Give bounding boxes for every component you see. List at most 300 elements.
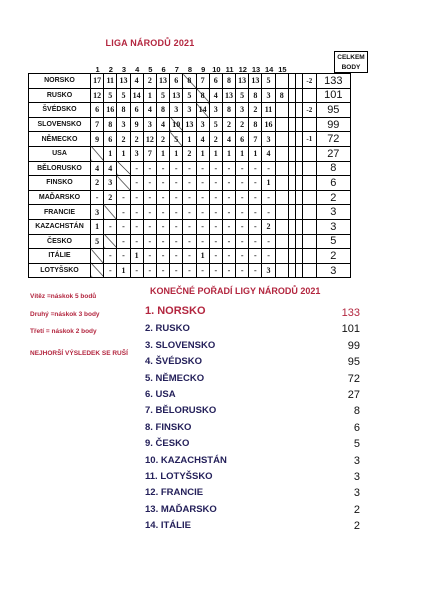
score-cell: 1 [196,249,209,264]
standings-row [145,403,360,419]
score-cell: - [236,263,249,278]
score-cell: - [104,219,117,234]
standings-points: 3 [353,454,360,467]
score-cell: 1 [209,146,222,161]
score-cell: - [117,205,130,220]
spacer-cell [288,88,295,103]
spacer-cell [295,88,302,103]
standings-team: 8. FINSKO [145,421,192,433]
score-cell: - [249,219,262,234]
score-cell: 12 [143,132,156,147]
score-cell: - [170,234,183,249]
column-number: 15 [278,65,287,74]
score-cell: 5 [236,88,249,103]
standings-team: 12. FRANCIE [145,487,204,499]
team-name: NĚMECKO [29,132,91,147]
score-cell: 1 [249,146,262,161]
results-table [28,73,351,278]
score-cell: - [209,234,222,249]
score-cell: - [262,205,275,220]
score-cell: - [249,161,262,176]
score-cell: 10 [170,117,183,132]
score-cell: 1 [236,146,249,161]
table-row [29,146,351,161]
score-cell: 8 [117,103,130,118]
table-row [29,132,351,147]
score-cell: - [170,263,183,278]
score-cell: 5 [209,117,222,132]
team-name: ITÁLIE [29,249,91,264]
score-cell: - [183,161,196,176]
score-cell: 2 [262,219,275,234]
standings-row [145,387,360,403]
column-number: 10 [212,65,221,74]
score-cell: - [262,190,275,205]
total-cell: 3 [316,263,350,278]
score-cell: - [249,205,262,220]
standings-row [145,453,360,469]
score-cell: 2 [130,132,143,147]
score-cell: 3 [183,103,196,118]
score-cell: 2 [236,117,249,132]
score-cell: - [156,190,169,205]
score-cell [91,249,104,264]
score-cell: - [183,249,196,264]
team-name: FINSKO [29,176,91,191]
score-cell: - [236,161,249,176]
score-cell: 1 [130,249,143,264]
score-cell: - [209,219,222,234]
standings-points: 95 [347,356,360,369]
score-cell: 2 [143,74,156,89]
spacer-cell [295,176,302,191]
column-number: 8 [187,65,193,74]
score-cell: - [183,263,196,278]
score-cell: - [236,234,249,249]
score-cell: - [209,249,222,264]
note-second: Druhý =náskok 3 body [30,311,100,318]
score-cell: - [249,263,262,278]
score-cell: 13 [236,74,249,89]
score-cell: - [209,161,222,176]
total-cell: 8 [316,161,350,176]
table-row [29,219,351,234]
column-number: 12 [238,65,247,74]
score-cell: - [143,263,156,278]
score-cell: 7 [143,146,156,161]
score-cell: 8 [196,88,209,103]
score-cell: - [170,190,183,205]
column-number: 4 [135,65,140,74]
score-cell [275,74,288,89]
league-title: LIGA NÁRODŮ 2021 [105,38,195,48]
table-row [29,249,351,264]
column-number: 6 [161,65,166,74]
spacer-cell [288,132,295,147]
standings-points: 6 [353,421,360,434]
standings-team: 10. KAZACHSTÁN [145,454,227,466]
score-cell: 8 [275,88,288,103]
total-cell: 95 [316,103,350,118]
score-cell: - [183,219,196,234]
column-number: 7 [174,65,179,74]
spacer-cell [295,132,302,147]
spacer-cell [288,234,295,249]
score-cell: 1 [222,146,235,161]
score-cell: - [170,249,183,264]
score-cell: 2 [183,146,196,161]
column-number: 2 [108,65,113,74]
score-cell: - [196,176,209,191]
table-row [29,117,351,132]
team-name: ŠVÉDSKO [29,103,91,118]
standings-team: 11. LOTYŠSKO [145,470,213,482]
column-number: 3 [121,65,127,74]
score-cell: - [236,205,249,220]
score-cell: - [156,263,169,278]
score-cell: 4 [130,74,143,89]
score-cell: 7 [249,132,262,147]
score-cell: - [156,176,169,191]
table-row [29,176,351,191]
score-cell: - [156,219,169,234]
standings-team: 1. NORSKO [145,305,206,317]
score-cell: 13 [183,117,196,132]
score-cell: - [236,190,249,205]
penalty-cell [302,234,316,249]
score-cell: 5 [170,132,183,147]
score-cell [275,117,288,132]
penalty-cell: -1 [302,132,316,147]
score-cell: - [183,205,196,220]
score-cell: 12 [91,88,104,103]
score-cell: 11 [104,74,117,89]
standings-points: 3 [353,470,360,483]
standings-row [145,321,360,337]
score-cell: 1 [196,146,209,161]
score-cell: - [249,176,262,191]
score-cell: 13 [156,74,169,89]
score-cell: 5 [91,234,104,249]
penalty-cell: -2 [302,74,316,89]
standings-team: 5. NĚMECKO [145,372,205,384]
score-cell: - [236,249,249,264]
table-row [29,161,351,176]
table-row [29,234,351,249]
spacer-cell [295,249,302,264]
total-cell: 2 [316,190,350,205]
score-cell: 4 [262,146,275,161]
column-number: 5 [148,65,153,74]
score-cell [275,190,288,205]
score-cell: - [130,161,143,176]
score-cell: 2 [156,132,169,147]
table-row [29,205,351,220]
score-cell [275,103,288,118]
team-name: KAZACHSTÁN [29,219,91,234]
total-cell: 6 [316,176,350,191]
final-standings-list [145,305,360,534]
score-cell: - [143,176,156,191]
score-cell: - [156,249,169,264]
score-cell: 4 [156,117,169,132]
score-cell: 9 [130,117,143,132]
score-cell: 1 [117,263,130,278]
score-cell: 5 [183,88,196,103]
team-name: NORSKO [29,74,91,89]
score-cell: - [222,190,235,205]
score-cell: 5 [156,88,169,103]
team-name: BĚLORUSKO [29,161,91,176]
team-name: SLOVENSKO [29,117,91,132]
spacer-cell [288,249,295,264]
spacer-cell [288,117,295,132]
table-row [29,88,351,103]
score-cell: 2 [104,190,117,205]
team-name: ČESKO [29,234,91,249]
standings-row [145,354,360,370]
score-cell: 8 [183,74,196,89]
penalty-cell [302,161,316,176]
spacer-cell [295,190,302,205]
total-cell: 101 [316,88,350,103]
score-cell: 1 [117,146,130,161]
standings-team: 2. RUSKO [145,323,190,335]
score-cell: - [130,263,143,278]
spacer-cell [288,219,295,234]
standings-row [145,518,360,534]
score-cell: - [183,234,196,249]
score-cell: 8 [249,117,262,132]
score-cell [275,219,288,234]
penalty-cell [302,117,316,132]
table-row [29,190,351,205]
score-cell: - [249,190,262,205]
total-cell: 2 [316,249,350,264]
score-cell: - [117,249,130,264]
score-cell: 4 [104,161,117,176]
score-cell: - [222,161,235,176]
score-cell: 2 [249,103,262,118]
score-cell: 4 [196,132,209,147]
total-cell: 3 [316,205,350,220]
score-cell: 5 [117,88,130,103]
spacer-cell [295,103,302,118]
score-cell: 5 [262,74,275,89]
score-cell: - [262,161,275,176]
score-cell: 6 [130,103,143,118]
total-cell: 3 [316,219,350,234]
score-cell: 3 [170,103,183,118]
total-cell: 27 [316,146,350,161]
note-worst: NEJHORŠÍ VÝSLEDEK SE RUŠÍ [30,350,128,357]
score-cell: - [209,190,222,205]
score-cell: 1 [104,146,117,161]
score-cell [275,205,288,220]
score-cell: - [156,205,169,220]
score-cell: - [156,161,169,176]
score-cell: 1 [91,219,104,234]
standings-team: 13. MAĎARSKO [145,503,217,515]
score-cell: 13 [249,74,262,89]
score-cell: - [143,190,156,205]
score-cell [104,205,117,220]
table-row [29,263,351,278]
spacer-cell [295,205,302,220]
score-cell: 8 [249,88,262,103]
score-cell: 6 [236,132,249,147]
total-cell: 99 [316,117,350,132]
score-cell: 5 [104,88,117,103]
standings-row [145,420,360,436]
penalty-cell [302,88,316,103]
standings-points: 3 [353,487,360,500]
standings-team: 6. USA [145,388,176,400]
score-cell: - [170,219,183,234]
score-cell: 7 [91,117,104,132]
spacer-cell [295,263,302,278]
score-cell [275,146,288,161]
score-cell [117,161,130,176]
score-cell: 4 [209,88,222,103]
standings-row [145,338,360,354]
score-cell [275,176,288,191]
score-cell: 8 [222,103,235,118]
penalty-cell [302,176,316,191]
score-cell: - [91,190,104,205]
score-cell: 4 [91,161,104,176]
table-row [29,74,351,89]
standings-team: 14. ITÁLIE [145,520,191,532]
score-cell [117,176,130,191]
column-number: 1 [95,65,100,74]
score-cell: - [222,234,235,249]
spacer-cell [288,74,295,89]
score-cell: 9 [91,132,104,147]
score-cell: 17 [91,74,104,89]
standings-row [145,485,360,501]
score-cell: 8 [156,103,169,118]
standings-row [145,305,360,321]
score-cell: 8 [104,117,117,132]
score-cell: - [130,190,143,205]
score-cell: - [262,234,275,249]
spacer-cell [288,205,295,220]
score-cell: 2 [117,132,130,147]
note-winner: Vítěz =náskok 5 bodů [30,293,97,300]
score-cell: - [222,205,235,220]
score-cell: - [117,219,130,234]
standings-points: 27 [347,388,360,401]
total-cell: 72 [316,132,350,147]
score-cell: - [143,249,156,264]
score-cell: - [130,219,143,234]
score-cell: - [156,234,169,249]
score-cell: 1 [183,132,196,147]
score-cell: 4 [143,103,156,118]
standings-team: 9. ČESKO [145,438,190,450]
spacer-cell [295,161,302,176]
score-cell: - [130,205,143,220]
score-cell: - [117,190,130,205]
score-cell: 11 [262,103,275,118]
score-cell: - [196,234,209,249]
score-cell [275,161,288,176]
score-cell: - [130,176,143,191]
score-cell: 8 [222,74,235,89]
score-cell: 6 [209,74,222,89]
score-cell: 3 [262,88,275,103]
score-cell: - [143,219,156,234]
note-third: Třetí = náskok 2 body [30,328,97,335]
penalty-cell [302,190,316,205]
standings-points: 2 [353,503,360,516]
score-cell: - [130,234,143,249]
standings-points: 133 [341,307,360,319]
standings-points: 101 [341,323,360,336]
score-cell: 3 [104,176,117,191]
score-cell [275,249,288,264]
score-cell: 1 [156,146,169,161]
spacer-cell [295,74,302,89]
standings-points: 72 [347,372,360,385]
total-header [334,51,368,73]
score-cell: - [104,249,117,264]
spacer-cell [288,190,295,205]
score-cell: - [196,161,209,176]
score-cell: 1 [143,88,156,103]
score-cell: - [262,249,275,264]
score-cell: 6 [170,74,183,89]
score-cell: - [222,263,235,278]
score-cell: 3 [262,132,275,147]
score-cell: - [143,161,156,176]
score-cell: - [104,263,117,278]
score-cell [275,132,288,147]
spacer-cell [288,176,295,191]
table-row [29,103,351,118]
column-number: 14 [265,65,274,74]
penalty-cell: -2 [302,103,316,118]
score-cell: 14 [196,103,209,118]
score-cell: 2 [91,176,104,191]
score-cell: 3 [130,146,143,161]
score-cell: 7 [196,74,209,89]
spacer-cell [295,234,302,249]
spacer-cell [288,161,295,176]
penalty-cell [302,146,316,161]
spacer-cell [295,117,302,132]
score-cell: - [143,205,156,220]
score-cell: 13 [170,88,183,103]
penalty-cell [302,219,316,234]
score-cell: - [196,190,209,205]
column-number: 9 [201,65,206,74]
standings-points: 99 [347,339,360,352]
penalty-cell [302,263,316,278]
score-cell: 3 [196,117,209,132]
spacer-cell [288,146,295,161]
score-cell: 13 [117,74,130,89]
score-cell: 3 [91,205,104,220]
score-cell: 13 [222,88,235,103]
score-cell: 3 [117,117,130,132]
score-cell: - [236,219,249,234]
score-cell: - [196,205,209,220]
score-cell [104,234,117,249]
score-cell: 16 [104,103,117,118]
score-cell: - [222,219,235,234]
